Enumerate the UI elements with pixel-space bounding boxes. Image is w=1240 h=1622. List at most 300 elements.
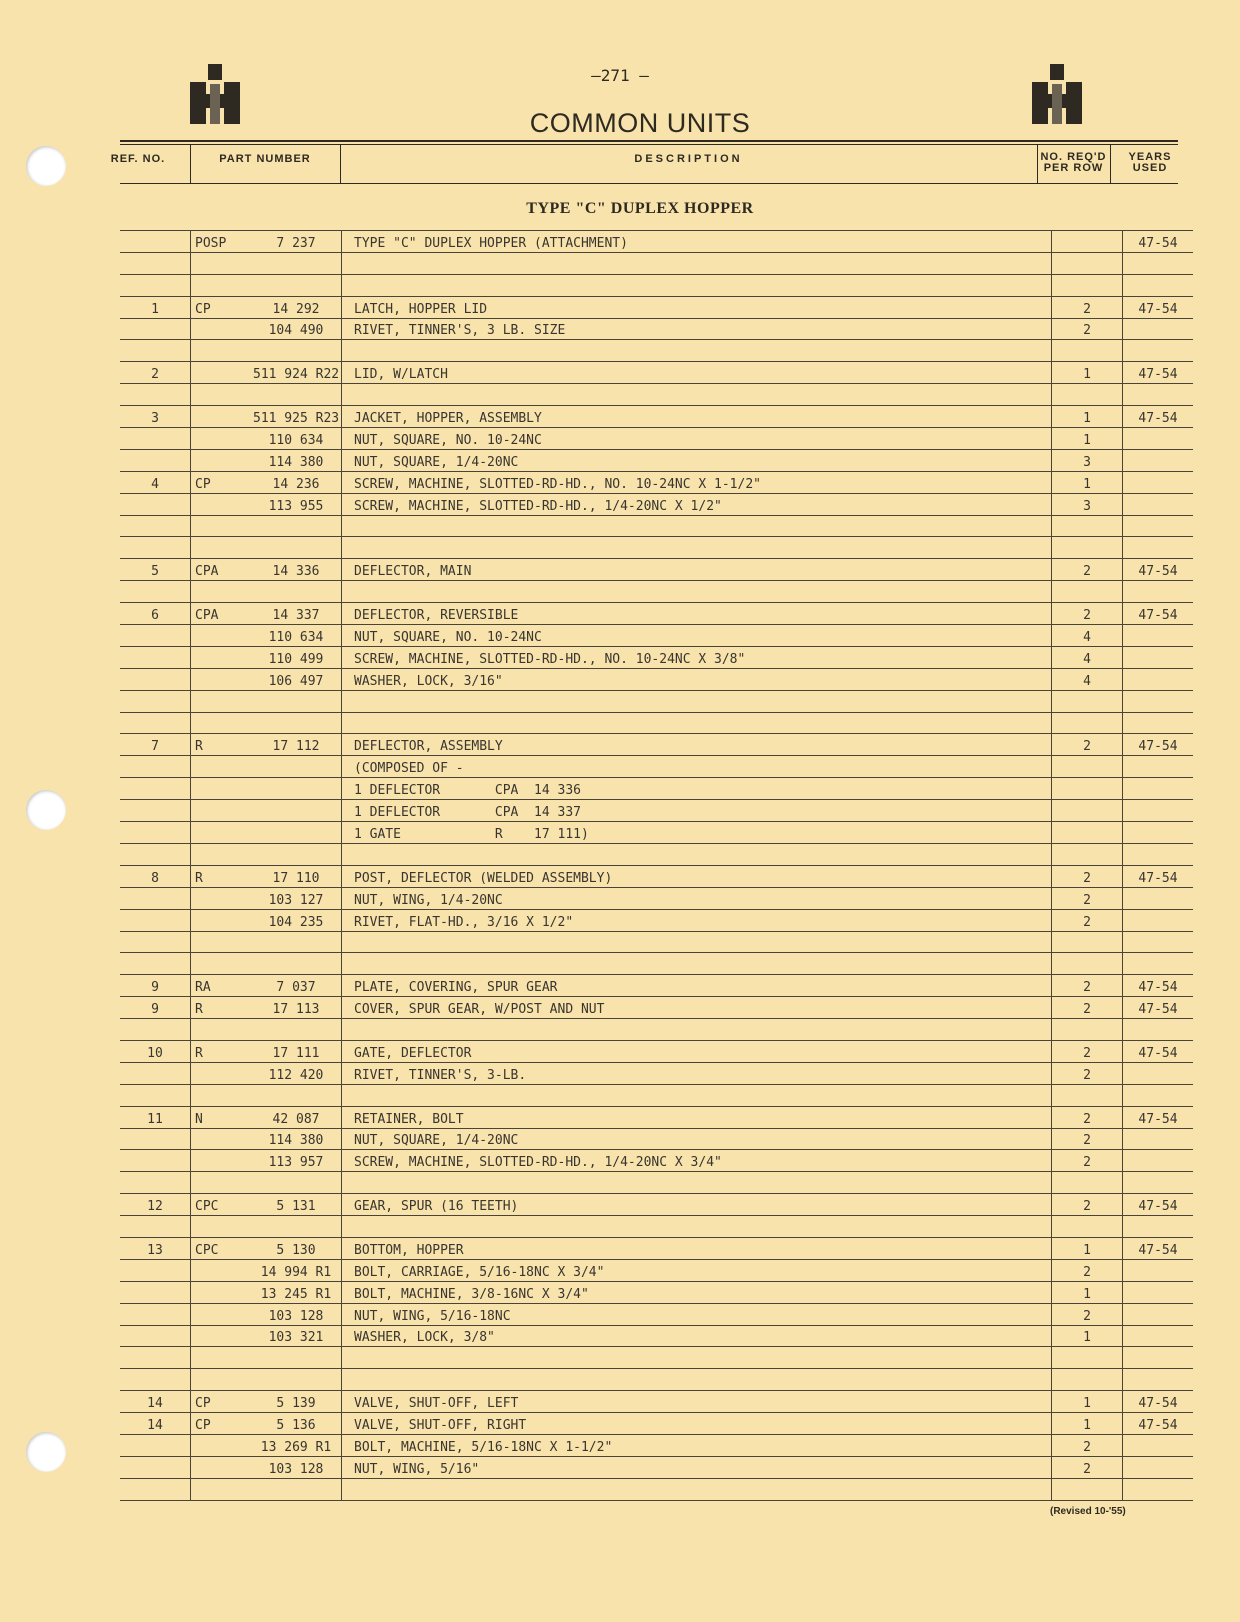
part-number-cell <box>191 1040 342 1062</box>
part-prefix: CP <box>195 1396 211 1412</box>
years-used <box>1123 1281 1194 1303</box>
table-row <box>120 384 1193 406</box>
table-row <box>120 734 1193 756</box>
table-row <box>120 1391 1193 1413</box>
part-number-cell <box>191 449 342 471</box>
part-prefix: R <box>195 870 203 886</box>
revision-note: (Revised 10-'55) <box>1050 1506 1126 1517</box>
part-number-cell <box>191 756 342 778</box>
ref-number <box>120 1084 191 1106</box>
table-row <box>120 406 1193 428</box>
table-row <box>120 778 1193 800</box>
years-used <box>1123 625 1194 647</box>
part-description: (COMPOSED OF - <box>342 756 1052 778</box>
years-used <box>1123 1062 1194 1084</box>
part-description: 1 GATE R 17 111) <box>342 822 1052 844</box>
ref-number <box>120 756 191 778</box>
quantity-per-row: 2 <box>1052 1194 1123 1216</box>
ref-number <box>120 1172 191 1194</box>
part-number: 511 924 R22 <box>253 367 340 383</box>
quantity-per-row <box>1052 712 1123 734</box>
ref-number <box>120 340 191 362</box>
quantity-per-row: 1 <box>1052 428 1123 450</box>
part-description: RIVET, FLAT-HD., 3/16 X 1/2" <box>342 909 1052 931</box>
part-number: 17 110 <box>272 870 320 886</box>
part-prefix: CPA <box>195 608 219 624</box>
part-number-cell <box>191 252 342 274</box>
years-used <box>1123 340 1194 362</box>
years-used <box>1123 756 1194 778</box>
part-prefix: R <box>195 739 203 755</box>
quantity-per-row <box>1052 778 1123 800</box>
ref-number <box>120 843 191 865</box>
years-used: 47-54 <box>1123 1413 1194 1435</box>
table-row <box>120 690 1193 712</box>
part-description: RETAINER, BOLT <box>342 1106 1052 1128</box>
table-row <box>120 822 1193 844</box>
part-description: SCREW, MACHINE, SLOTTED-RD-HD., NO. 10-24NC X 1-1/2" <box>342 471 1052 493</box>
ref-number: 5 <box>120 559 191 581</box>
part-description: NUT, SQUARE, 1/4-20NC <box>342 1128 1052 1150</box>
table-row <box>120 1062 1193 1084</box>
table-row <box>120 449 1193 471</box>
ref-number: 9 <box>120 997 191 1019</box>
column-header-years-line1: YEARS <box>1128 151 1172 163</box>
table-row <box>120 1040 1193 1062</box>
part-description <box>342 340 1052 362</box>
page-title: COMMON UNITS <box>529 108 751 138</box>
ref-number <box>120 318 191 340</box>
years-used <box>1123 1478 1194 1500</box>
ref-number <box>120 1478 191 1500</box>
years-used <box>1123 581 1194 603</box>
part-number-cell <box>191 1216 342 1238</box>
quantity-per-row: 2 <box>1052 1040 1123 1062</box>
table-row <box>120 296 1193 318</box>
part-prefix: CPC <box>195 1199 219 1215</box>
table-row <box>120 1172 1193 1194</box>
part-description: LID, W/LATCH <box>342 362 1052 384</box>
quantity-per-row <box>1052 1216 1123 1238</box>
part-description <box>342 537 1052 559</box>
part-description: GEAR, SPUR (16 TEETH) <box>342 1194 1052 1216</box>
part-description: VALVE, SHUT-OFF, RIGHT <box>342 1413 1052 1435</box>
quantity-per-row: 2 <box>1052 318 1123 340</box>
ref-number <box>120 800 191 822</box>
ref-number <box>120 1281 191 1303</box>
part-description <box>342 384 1052 406</box>
part-prefix: CP <box>195 476 211 492</box>
part-number-cell <box>191 931 342 953</box>
part-number-cell <box>191 1325 342 1347</box>
ref-number <box>120 822 191 844</box>
part-description: GATE, DEFLECTOR <box>342 1040 1052 1062</box>
years-used <box>1123 1434 1194 1456</box>
table-row <box>120 1237 1193 1259</box>
part-number-cell <box>191 843 342 865</box>
table-row <box>120 1259 1193 1281</box>
years-used <box>1123 493 1194 515</box>
part-number: 114 380 <box>268 454 324 470</box>
years-used <box>1123 778 1194 800</box>
years-used <box>1123 646 1194 668</box>
part-number-cell <box>191 712 342 734</box>
table-row <box>120 362 1193 384</box>
ref-number <box>120 1150 191 1172</box>
quantity-per-row <box>1052 931 1123 953</box>
quantity-per-row: 1 <box>1052 1391 1123 1413</box>
ref-number: 6 <box>120 603 191 625</box>
years-used <box>1123 909 1194 931</box>
years-used <box>1123 1369 1194 1391</box>
part-prefix: CP <box>195 1417 211 1433</box>
table-row <box>120 340 1193 362</box>
part-prefix: CPA <box>195 564 219 580</box>
part-number-cell <box>191 603 342 625</box>
part-number-cell <box>191 231 342 253</box>
years-used: 47-54 <box>1123 1040 1194 1062</box>
ref-number: 13 <box>120 1237 191 1259</box>
ref-number <box>120 887 191 909</box>
part-prefix: R <box>195 1002 203 1018</box>
part-number: 104 235 <box>268 914 324 930</box>
ref-number <box>120 712 191 734</box>
part-number-cell <box>191 953 342 975</box>
ref-number <box>120 1325 191 1347</box>
part-description: NUT, WING, 5/16" <box>342 1456 1052 1478</box>
years-used <box>1123 515 1194 537</box>
quantity-per-row: 2 <box>1052 1456 1123 1478</box>
table-row <box>120 931 1193 953</box>
years-used <box>1123 1347 1194 1369</box>
part-description <box>342 1172 1052 1194</box>
part-description: JACKET, HOPPER, ASSEMBLY <box>342 406 1052 428</box>
years-used: 47-54 <box>1123 1106 1194 1128</box>
table-row <box>120 953 1193 975</box>
years-used: 47-54 <box>1123 734 1194 756</box>
ref-number: 1 <box>120 296 191 318</box>
years-used: 47-54 <box>1123 603 1194 625</box>
part-description <box>342 1216 1052 1238</box>
part-description: BOLT, MACHINE, 5/16-18NC X 1-1/2" <box>342 1434 1052 1456</box>
part-description: RIVET, TINNER'S, 3 LB. SIZE <box>342 318 1052 340</box>
column-header-description: DESCRIPTION <box>634 153 743 165</box>
years-used: 47-54 <box>1123 296 1194 318</box>
ref-number <box>120 274 191 296</box>
table-row <box>120 1303 1193 1325</box>
part-description <box>342 1369 1052 1391</box>
quantity-per-row <box>1052 231 1123 253</box>
part-number-cell <box>191 1019 342 1041</box>
table-row <box>120 668 1193 690</box>
column-header-years <box>1110 152 1190 174</box>
part-number-cell <box>191 1456 342 1478</box>
part-number-cell <box>191 734 342 756</box>
ref-number <box>120 1019 191 1041</box>
table-row <box>120 712 1193 734</box>
years-used <box>1123 1216 1194 1238</box>
years-used: 47-54 <box>1123 1391 1194 1413</box>
part-number-cell <box>191 1347 342 1369</box>
part-description: SCREW, MACHINE, SLOTTED-RD-HD., 1/4-20NC X 1/2" <box>342 493 1052 515</box>
part-prefix: CP <box>195 301 211 317</box>
part-description: BOLT, CARRIAGE, 5/16-18NC X 3/4" <box>342 1259 1052 1281</box>
part-number: 14 337 <box>272 608 320 624</box>
part-description: DEFLECTOR, MAIN <box>342 559 1052 581</box>
years-used <box>1123 537 1194 559</box>
quantity-per-row: 2 <box>1052 1062 1123 1084</box>
quantity-per-row: 2 <box>1052 975 1123 997</box>
table-row <box>120 581 1193 603</box>
quantity-per-row: 1 <box>1052 362 1123 384</box>
column-header-ref: REF. NO. <box>110 153 166 165</box>
table-row <box>120 1194 1193 1216</box>
table-row <box>120 800 1193 822</box>
part-number-cell <box>191 887 342 909</box>
years-used <box>1123 953 1194 975</box>
part-number: 17 112 <box>272 739 320 755</box>
part-description: SCREW, MACHINE, SLOTTED-RD-HD., 1/4-20NC X 3/4" <box>342 1150 1052 1172</box>
table-row <box>120 1347 1193 1369</box>
years-used <box>1123 712 1194 734</box>
part-description <box>342 931 1052 953</box>
quantity-per-row: 2 <box>1052 1128 1123 1150</box>
part-number-cell <box>191 559 342 581</box>
part-number: 7 037 <box>276 980 316 996</box>
part-number-cell <box>191 1172 342 1194</box>
part-number: 113 957 <box>268 1155 324 1171</box>
part-number-cell <box>191 1281 342 1303</box>
part-number: 13 269 R1 <box>260 1439 332 1455</box>
table-row <box>120 428 1193 450</box>
ref-number <box>120 953 191 975</box>
part-number-cell <box>191 340 342 362</box>
years-used <box>1123 428 1194 450</box>
column-header-qty <box>1037 152 1110 174</box>
part-number-cell <box>191 1434 342 1456</box>
table-row <box>120 1150 1193 1172</box>
quantity-per-row: 3 <box>1052 449 1123 471</box>
part-number: 112 420 <box>268 1067 324 1083</box>
table-row <box>120 756 1193 778</box>
part-number-cell <box>191 1128 342 1150</box>
header-rule <box>120 183 1178 184</box>
quantity-per-row: 2 <box>1052 1150 1123 1172</box>
part-number: 103 128 <box>268 1308 324 1324</box>
ref-number <box>120 1216 191 1238</box>
quantity-per-row: 2 <box>1052 1106 1123 1128</box>
column-header-qty-line1: NO. REQ'D <box>1040 151 1107 163</box>
part-description <box>342 1478 1052 1500</box>
quantity-per-row: 2 <box>1052 603 1123 625</box>
part-description: SCREW, MACHINE, SLOTTED-RD-HD., NO. 10-24NC X 3/8" <box>342 646 1052 668</box>
part-number: 7 237 <box>276 235 316 251</box>
years-used <box>1123 1019 1194 1041</box>
quantity-per-row: 1 <box>1052 471 1123 493</box>
part-prefix: N <box>195 1111 203 1127</box>
quantity-per-row <box>1052 1478 1123 1500</box>
part-prefix: CPC <box>195 1242 219 1258</box>
quantity-per-row <box>1052 581 1123 603</box>
part-description: POST, DEFLECTOR (WELDED ASSEMBLY) <box>342 865 1052 887</box>
quantity-per-row <box>1052 537 1123 559</box>
part-description: BOLT, MACHINE, 3/8-16NC X 3/4" <box>342 1281 1052 1303</box>
quantity-per-row <box>1052 843 1123 865</box>
part-number-cell <box>191 318 342 340</box>
ref-number <box>120 1456 191 1478</box>
part-description: RIVET, TINNER'S, 3-LB. <box>342 1062 1052 1084</box>
header-rule <box>120 140 1178 142</box>
parts-table-body <box>120 231 1193 1501</box>
part-number-cell <box>191 1237 342 1259</box>
years-used <box>1123 690 1194 712</box>
quantity-per-row: 2 <box>1052 865 1123 887</box>
years-used <box>1123 449 1194 471</box>
quantity-per-row <box>1052 252 1123 274</box>
part-number-cell <box>191 625 342 647</box>
part-prefix: POSP <box>195 235 227 251</box>
part-description <box>342 274 1052 296</box>
part-description: NUT, SQUARE, 1/4-20NC <box>342 449 1052 471</box>
quantity-per-row: 4 <box>1052 668 1123 690</box>
part-description: NUT, SQUARE, NO. 10-24NC <box>342 625 1052 647</box>
part-number: 14 994 R1 <box>260 1264 332 1280</box>
part-number-cell <box>191 1084 342 1106</box>
years-used <box>1123 1084 1194 1106</box>
column-header-years-line2: USED <box>1132 162 1168 174</box>
part-number-cell <box>191 778 342 800</box>
part-number-cell <box>191 428 342 450</box>
part-number-cell <box>191 384 342 406</box>
part-number: 5 131 <box>276 1199 316 1215</box>
part-description: 1 DEFLECTOR CPA 14 336 <box>342 778 1052 800</box>
ref-number: 2 <box>120 362 191 384</box>
part-number: 110 634 <box>268 629 324 645</box>
part-number-cell <box>191 668 342 690</box>
table-row <box>120 515 1193 537</box>
part-number-cell <box>191 1391 342 1413</box>
ref-number <box>120 1062 191 1084</box>
table-row <box>120 318 1193 340</box>
ref-number <box>120 1128 191 1150</box>
years-used <box>1123 274 1194 296</box>
quantity-per-row: 1 <box>1052 1281 1123 1303</box>
binder-hole <box>26 1432 66 1472</box>
ref-number <box>120 909 191 931</box>
ref-number <box>120 1347 191 1369</box>
ref-number <box>120 1303 191 1325</box>
table-row <box>120 252 1193 274</box>
part-description <box>342 690 1052 712</box>
part-number: 110 634 <box>268 432 324 448</box>
quantity-per-row <box>1052 1369 1123 1391</box>
part-number: 17 113 <box>272 1002 320 1018</box>
quantity-per-row: 4 <box>1052 646 1123 668</box>
years-used <box>1123 668 1194 690</box>
ref-number: 11 <box>120 1106 191 1128</box>
part-number-cell <box>191 865 342 887</box>
part-number: 14 236 <box>272 476 320 492</box>
part-description <box>342 515 1052 537</box>
part-number-cell <box>191 581 342 603</box>
quantity-per-row: 1 <box>1052 1413 1123 1435</box>
table-row <box>120 603 1193 625</box>
table-row <box>120 493 1193 515</box>
table-row <box>120 975 1193 997</box>
part-number: 14 292 <box>272 301 320 317</box>
years-used <box>1123 471 1194 493</box>
quantity-per-row <box>1052 384 1123 406</box>
table-row <box>120 646 1193 668</box>
part-number-cell <box>191 515 342 537</box>
column-header-qty-line2: PER ROW <box>1043 162 1104 174</box>
ref-number <box>120 931 191 953</box>
quantity-per-row: 2 <box>1052 887 1123 909</box>
part-description <box>342 1084 1052 1106</box>
years-used <box>1123 252 1194 274</box>
part-description: PLATE, COVERING, SPUR GEAR <box>342 975 1052 997</box>
quantity-per-row: 2 <box>1052 1259 1123 1281</box>
years-used: 47-54 <box>1123 865 1194 887</box>
part-description: DEFLECTOR, REVERSIBLE <box>342 603 1052 625</box>
part-description: NUT, SQUARE, NO. 10-24NC <box>342 428 1052 450</box>
ref-number: 14 <box>120 1391 191 1413</box>
ref-number <box>120 252 191 274</box>
years-used: 47-54 <box>1123 975 1194 997</box>
part-number-cell <box>191 1106 342 1128</box>
quantity-per-row: 2 <box>1052 734 1123 756</box>
quantity-per-row <box>1052 800 1123 822</box>
years-used: 47-54 <box>1123 406 1194 428</box>
table-row <box>120 274 1193 296</box>
ref-number <box>120 1259 191 1281</box>
quantity-per-row <box>1052 1019 1123 1041</box>
parts-table <box>120 230 1193 1501</box>
part-number: 106 497 <box>268 673 324 689</box>
part-description: VALVE, SHUT-OFF, LEFT <box>342 1391 1052 1413</box>
part-description <box>342 581 1052 603</box>
table-row <box>120 1216 1193 1238</box>
part-number-cell <box>191 646 342 668</box>
years-used: 47-54 <box>1123 559 1194 581</box>
years-used <box>1123 318 1194 340</box>
table-row <box>120 1281 1193 1303</box>
table-row <box>120 471 1193 493</box>
part-number-cell <box>191 274 342 296</box>
part-number-cell <box>191 1303 342 1325</box>
quantity-per-row: 2 <box>1052 1434 1123 1456</box>
part-number: 110 499 <box>268 651 324 667</box>
quantity-per-row <box>1052 515 1123 537</box>
ref-number <box>120 625 191 647</box>
quantity-per-row: 2 <box>1052 559 1123 581</box>
quantity-per-row <box>1052 756 1123 778</box>
ref-number <box>120 428 191 450</box>
part-number-cell <box>191 1062 342 1084</box>
part-description: BOTTOM, HOPPER <box>342 1237 1052 1259</box>
years-used <box>1123 800 1194 822</box>
quantity-per-row: 1 <box>1052 1237 1123 1259</box>
section-title: TYPE "C" DUPLEX HOPPER <box>526 200 754 217</box>
quantity-per-row: 1 <box>1052 406 1123 428</box>
ref-number: 10 <box>120 1040 191 1062</box>
table-row <box>120 1019 1193 1041</box>
binder-hole <box>26 790 66 830</box>
ref-number <box>120 646 191 668</box>
ref-number <box>120 449 191 471</box>
ref-number <box>120 384 191 406</box>
quantity-per-row <box>1052 822 1123 844</box>
